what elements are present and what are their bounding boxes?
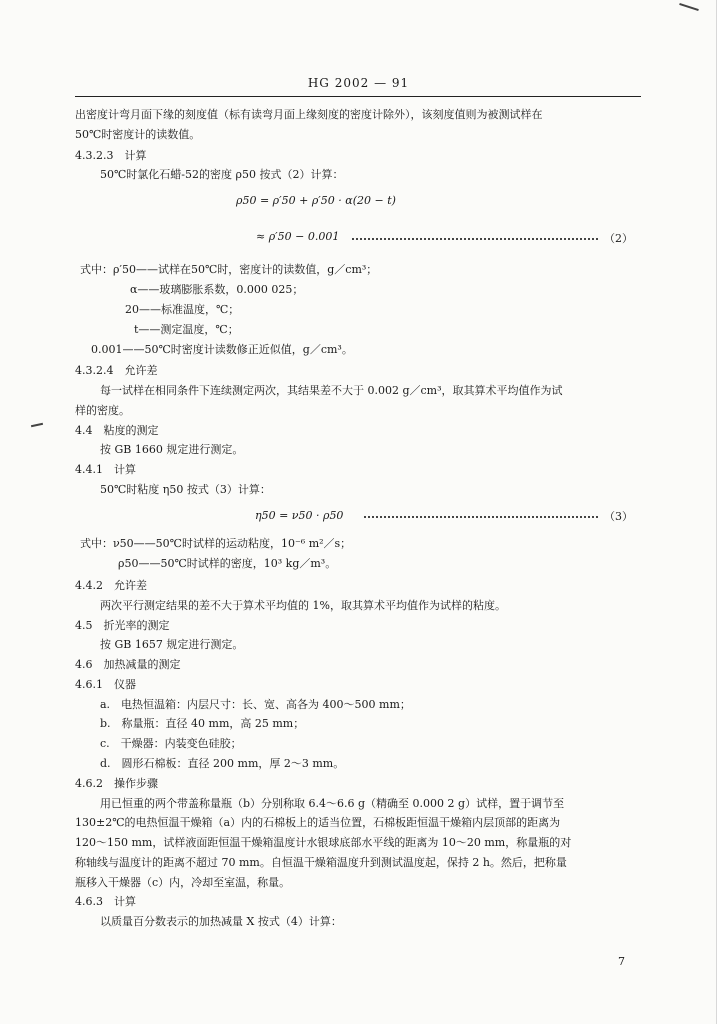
equation-number-3: （3） <box>604 510 633 523</box>
paragraph-line: 按 GB 1657 规定进行测定。 <box>100 638 244 651</box>
paragraph-line: 瓶移入干燥器（c）内，冷却至室温，称量。 <box>75 876 291 889</box>
formula-2: ρ50 = ρ′50 + ρ′50 · α(20 − t) <box>236 194 396 207</box>
paragraph-line: 50℃时密度计的读数值。 <box>75 128 201 141</box>
equation-number-2: （2） <box>604 232 633 245</box>
variable-definition: 20——标准温度，℃； <box>125 303 240 316</box>
page-number: 7 <box>618 955 625 968</box>
paragraph-line: 50℃时氯化石蜡-52的密度 ρ50 按式（2）计算： <box>100 168 344 181</box>
formula-2-approx: ≈ ρ′50 − 0.001 <box>256 230 340 243</box>
section-heading-4-6-3: 4.6.3 计算 <box>75 895 136 908</box>
section-heading-4-4: 4.4 粘度的测定 <box>75 424 159 437</box>
variable-definition: ρ50——50℃时试样的密度，10³ kg／m³。 <box>118 557 337 570</box>
section-heading-4-4-1: 4.4.1 计算 <box>75 463 136 476</box>
variable-definition: 式中：ρ′50——试样在50℃时，密度计的读数值，g／cm³； <box>80 263 378 276</box>
header-rule <box>75 96 641 97</box>
dot-leader <box>364 516 598 518</box>
paragraph-line: 50℃时粘度 η50 按式（3）计算： <box>100 483 271 496</box>
list-item: d. 圆形石棉板：直径 200 mm，厚 2～3 mm。 <box>100 757 345 770</box>
paragraph-line: 称轴线与温度计的距离不超过 70 mm。自恒温干燥箱温度升到测试温度起，保持 2 h。然后，把称量 <box>75 856 567 869</box>
variable-definition: 0.001——50℃时密度计读数修正近似值，g／cm³。 <box>91 343 353 356</box>
page-header: HG 2002 — 91 <box>307 76 410 90</box>
scan-artifact-mark <box>679 3 699 11</box>
paragraph-line: 两次平行测定结果的差不大于算术平均值的 1%，取其算术平均值作为试样的粘度。 <box>100 599 506 612</box>
paragraph-line: 用已恒重的两个带盖称量瓶（b）分别称取 6.4～6.6 g（精确至 0.000 2 g）试样，置于调节至 <box>100 797 565 810</box>
list-item: c. 干燥器：内装变色硅胶； <box>100 737 242 750</box>
formula-3: η50 = ν50 · ρ50 <box>255 509 344 522</box>
scan-artifact-mark <box>31 423 43 427</box>
list-item: b. 称量瓶：直径 40 mm，高 25 mm； <box>100 717 305 730</box>
variable-definition: t——测定温度，℃； <box>134 323 239 336</box>
section-heading-4-3-2-4: 4.3.2.4 允许差 <box>75 364 158 377</box>
list-item: a. 电热恒温箱：内层尺寸：长、宽、高各为 400～500 mm； <box>100 698 411 711</box>
variable-definition: α——玻璃膨胀系数，0.000 025； <box>130 283 304 296</box>
section-heading-4-3-2-3: 4.3.2.3 计算 <box>75 149 147 162</box>
section-heading-4-6-2: 4.6.2 操作步骤 <box>75 777 158 790</box>
paragraph-line: 样的密度。 <box>75 404 130 417</box>
paragraph-line: 以质量百分数表示的加热减量 X 按式（4）计算： <box>100 915 342 928</box>
paragraph-line: 每一试样在相同条件下连续测定两次，其结果差不大于 0.002 g／cm³，取其算术平均值作为试 <box>100 384 563 397</box>
paragraph-line: 120～150 mm，试样液面距恒温干燥箱温度计水银球底部水平线的距离为 10～20 mm，称量瓶的对 <box>75 836 572 849</box>
section-heading-4-6-1: 4.6.1 仪器 <box>75 678 136 691</box>
paragraph-line: 按 GB 1660 规定进行测定。 <box>100 443 244 456</box>
dot-leader <box>352 238 598 240</box>
section-heading-4-6: 4.6 加热减量的测定 <box>75 658 181 671</box>
paragraph-line: 130±2℃的电热恒温干燥箱（a）内的石棉板上的适当位置，石棉板距恒温干燥箱内层顶部的距离为 <box>75 816 561 829</box>
section-heading-4-4-2: 4.4.2 允许差 <box>75 579 147 592</box>
section-heading-4-5: 4.5 折光率的测定 <box>75 619 170 632</box>
variable-definition: 式中：ν50——50℃时试样的运动粘度，10⁻⁶ m²／s； <box>80 537 352 550</box>
paragraph-line: 出密度计弯月面下缘的刻度值（标有读弯月面上缘刻度的密度计除外），该刻度值则为被测试样在 <box>75 108 543 121</box>
